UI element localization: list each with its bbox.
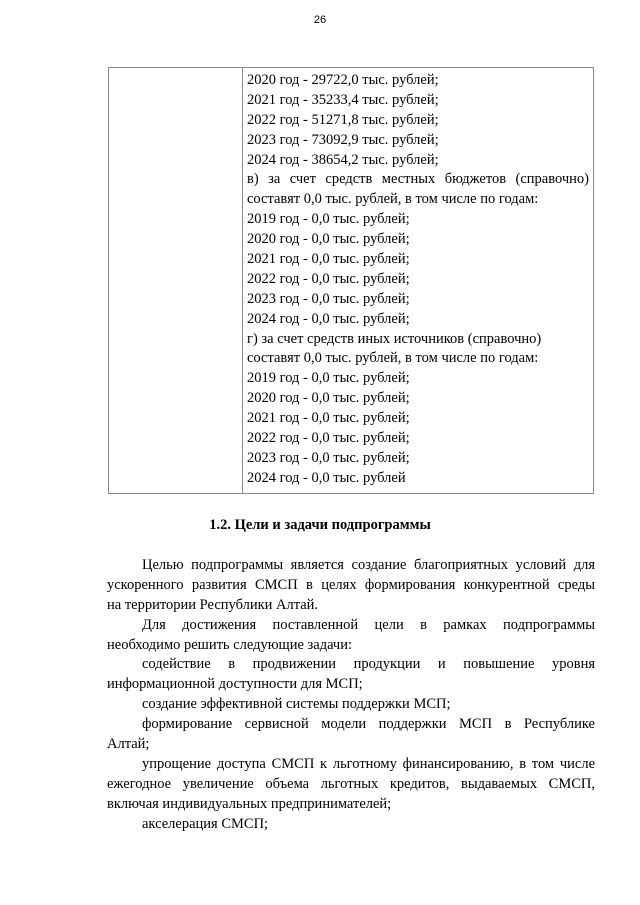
- table-line: 2024 год - 0,0 тыс. рублей: [247, 469, 406, 486]
- table-line: 2019 год - 0,0 тыс. рублей;: [247, 370, 410, 387]
- table-line: 2022 год - 51271,8 тыс. рублей;: [247, 111, 439, 128]
- table-line: 2020 год - 29722,0 тыс. рублей;: [247, 72, 439, 88]
- paragraph-line: информационной доступности для МСП;: [107, 676, 363, 693]
- paragraph-line: создание эффективной системы поддержки МСП;: [142, 696, 451, 713]
- section-body: [107, 556, 595, 834]
- paragraph-line: Для достижения поставленной цели в рамках подпрограммы: [142, 616, 595, 633]
- section-heading: 1.2. Цели и задачи подпрограммы: [209, 517, 431, 533]
- table-line: 2021 год - 35233,4 тыс. рублей;: [247, 91, 439, 108]
- table-line: в) за счет средств местных бюджетов (справочно): [247, 171, 589, 188]
- paragraph-line: Целью подпрограммы является создание благоприятных условий для: [142, 557, 595, 573]
- table-cell-funding: [247, 71, 589, 489]
- table-line: 2023 год - 73092,9 тыс. рублей;: [247, 131, 439, 148]
- table-line: 2022 год - 0,0 тыс. рублей;: [247, 430, 410, 447]
- table-line: составят 0,0 тыс. рублей, в том числе по годам:: [247, 350, 539, 367]
- table-line: 2021 год - 0,0 тыс. рублей;: [247, 410, 410, 427]
- table-line: 2024 год - 38654,2 тыс. рублей;: [247, 151, 439, 168]
- paragraph-line: содействие в продвижении продукции и повышение уровня: [142, 656, 595, 673]
- funding-table: [108, 67, 594, 494]
- table-line: 2022 год - 0,0 тыс. рублей;: [247, 270, 410, 287]
- paragraph-line: акселерация СМСП;: [142, 815, 269, 832]
- table-line: 2023 год - 0,0 тыс. рублей;: [247, 290, 410, 307]
- paragraph-line: формирование сервисной модели поддержки МСП в Республике: [142, 716, 595, 733]
- paragraph-line: ежегодное увеличение объема льготных кредитов, выдаваемых СМСП,: [107, 775, 595, 792]
- table-column-divider: [242, 68, 243, 493]
- table-line: 2023 год - 0,0 тыс. рублей;: [247, 449, 410, 466]
- table-line: составят 0,0 тыс. рублей, в том числе по годам:: [247, 191, 539, 208]
- page-number: 26: [313, 14, 327, 26]
- table-line: 2019 год - 0,0 тыс. рублей;: [247, 211, 410, 228]
- table-line: 2021 год - 0,0 тыс. рублей;: [247, 251, 410, 268]
- table-line: г) за счет средств иных источников (справочно): [247, 330, 542, 347]
- paragraph-line: ускоренного развития СМСП в целях формирования конкурентной среды: [107, 576, 595, 593]
- paragraph-line: Алтай;: [107, 736, 150, 753]
- table-line: 2020 год - 0,0 тыс. рублей;: [247, 390, 410, 407]
- table-line: 2024 год - 0,0 тыс. рублей;: [247, 310, 410, 327]
- paragraph-line: упрощение доступа СМСП к льготному финансированию, в том числе: [142, 755, 595, 772]
- paragraph-line: на территории Республики Алтай.: [107, 596, 319, 613]
- paragraph-line: необходимо решить следующие задачи:: [107, 636, 353, 653]
- paragraph-line: включая индивидуальных предпринимателей;: [107, 795, 392, 812]
- table-line: 2020 год - 0,0 тыс. рублей;: [247, 231, 410, 248]
